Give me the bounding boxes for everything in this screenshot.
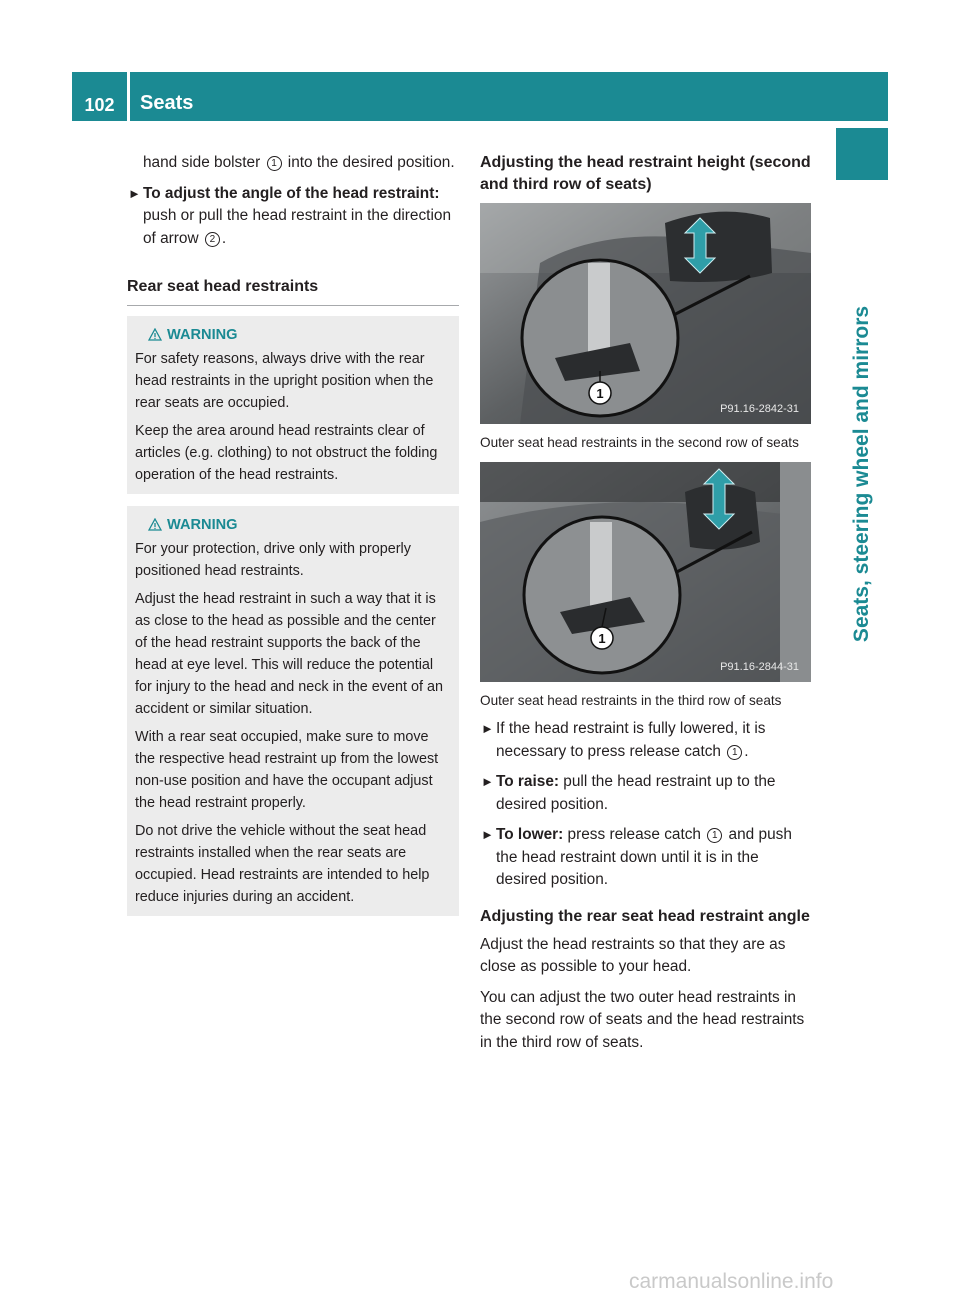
heading-rear-seat-head-restraints: Rear seat head restraints: [127, 276, 459, 306]
text-fragment: If the head restraint is fully lowered, it is necessary to press release catch: [496, 720, 766, 760]
step-arrow-icon: ►: [481, 721, 494, 736]
warning-text: With a rear seat occupied, make sure to move the respective head restraint up from the lowest non-use position and have the occupant adjust the head restraint properly.: [135, 728, 439, 811]
warning-box-1: [127, 316, 459, 494]
left-column: [127, 152, 459, 916]
warning-box-2: [127, 506, 459, 916]
text-fragment: .: [221, 229, 227, 247]
instruction-step-release: [480, 718, 813, 763]
photo-third-row-head-restraints: [480, 462, 811, 682]
warning-title: [135, 324, 451, 346]
second-row-illustration: [480, 203, 811, 424]
text-fragment: and push the head restraint down until it is in the desired position.: [496, 826, 792, 888]
right-column: [480, 152, 813, 1054]
warning-triangle-icon: [148, 518, 162, 531]
warning-triangle-icon: [148, 328, 162, 341]
page-header: [72, 72, 888, 121]
third-row-illustration: [480, 462, 811, 682]
heading-head-restraint-height: Adjusting the head restraint height (second and third row of seats): [480, 154, 811, 193]
instruction-step-raise: [480, 771, 813, 816]
warning-label: WARNING: [167, 516, 238, 533]
step-arrow-icon: ►: [481, 827, 494, 842]
warning-text: Adjust the head restraint in such a way that it is as close to the head as possible and the center of the head restraint supports the back of the head at eye level. This will reduce the potential for injury to the head and neck in the event of an accident or similar situation.: [135, 590, 444, 717]
image-caption: Outer seat head restraints in the second row of seats: [480, 435, 799, 450]
instruction-step-angle: [127, 183, 459, 251]
chapter-title: Seats, steering wheel and mirrors: [850, 305, 873, 643]
text-fragment: hand side bolster: [143, 154, 261, 171]
step-label: To lower:: [496, 826, 564, 843]
image-code: P91.16-2844-31: [720, 660, 799, 673]
warning-text: For safety reasons, always drive with the rear head restraints in the upright position when the rear seats are occupied.: [135, 350, 434, 411]
chapter-side-label: [836, 184, 888, 764]
header-divider: [127, 72, 130, 121]
section-title: Seats: [140, 92, 194, 114]
text-fragment: into the desired position.: [287, 154, 455, 171]
text-fragment: pull the head restraint up to the desired position.: [496, 773, 776, 813]
callout-1-icon: 1: [727, 745, 742, 760]
step-arrow-icon: ►: [481, 774, 494, 789]
step-arrow-icon: ►: [128, 185, 141, 201]
step-label: To raise:: [496, 773, 560, 790]
step-label: To adjust the angle of the head restraint:: [143, 184, 440, 202]
photo-second-row-head-restraints: [480, 203, 811, 424]
continued-paragraph: [127, 152, 459, 175]
heading-rear-head-restraint-angle: Adjusting the rear seat head restraint angle: [480, 907, 810, 925]
warning-label: WARNING: [167, 326, 238, 343]
image-code: P91.16-2842-31: [720, 402, 799, 415]
watermark: carmanualsonline.info: [629, 1270, 834, 1293]
page-number: 102: [84, 95, 115, 115]
text-fragment: press release catch: [563, 826, 706, 843]
text-fragment: push or pull the head restraint in the direction of arrow: [143, 207, 452, 247]
callout-1-icon: 1: [267, 156, 282, 171]
callout-1-label: 1: [598, 631, 606, 646]
warning-title: [135, 514, 451, 536]
text-fragment: .: [744, 742, 749, 760]
warning-text: Keep the area around head restraints clear of articles (e.g. clothing) to not obstruct the folding operation of the head restraints.: [135, 422, 438, 483]
paragraph: You can adjust the two outer head restraints in the second row of seats and the head restraints in the third row of seats.: [480, 988, 805, 1051]
image-caption: Outer seat head restraints in the third row of seats: [480, 693, 782, 708]
warning-text: Do not drive the vehicle without the seat head restraints installed when the rear seats are occupied. Head restraints are intended to help reduce injuries during an accident.: [135, 822, 430, 905]
chapter-tab-marker: [836, 128, 888, 180]
paragraph: Adjust the head restraints so that they are as close as possible to your head.: [480, 935, 786, 975]
callout-1-label: 1: [596, 386, 604, 401]
callout-2-icon: 2: [205, 232, 220, 247]
warning-text: For your protection, drive only with properly positioned head restraints.: [135, 540, 411, 579]
instruction-step-lower: [480, 824, 813, 892]
callout-1-icon: 1: [707, 828, 722, 843]
